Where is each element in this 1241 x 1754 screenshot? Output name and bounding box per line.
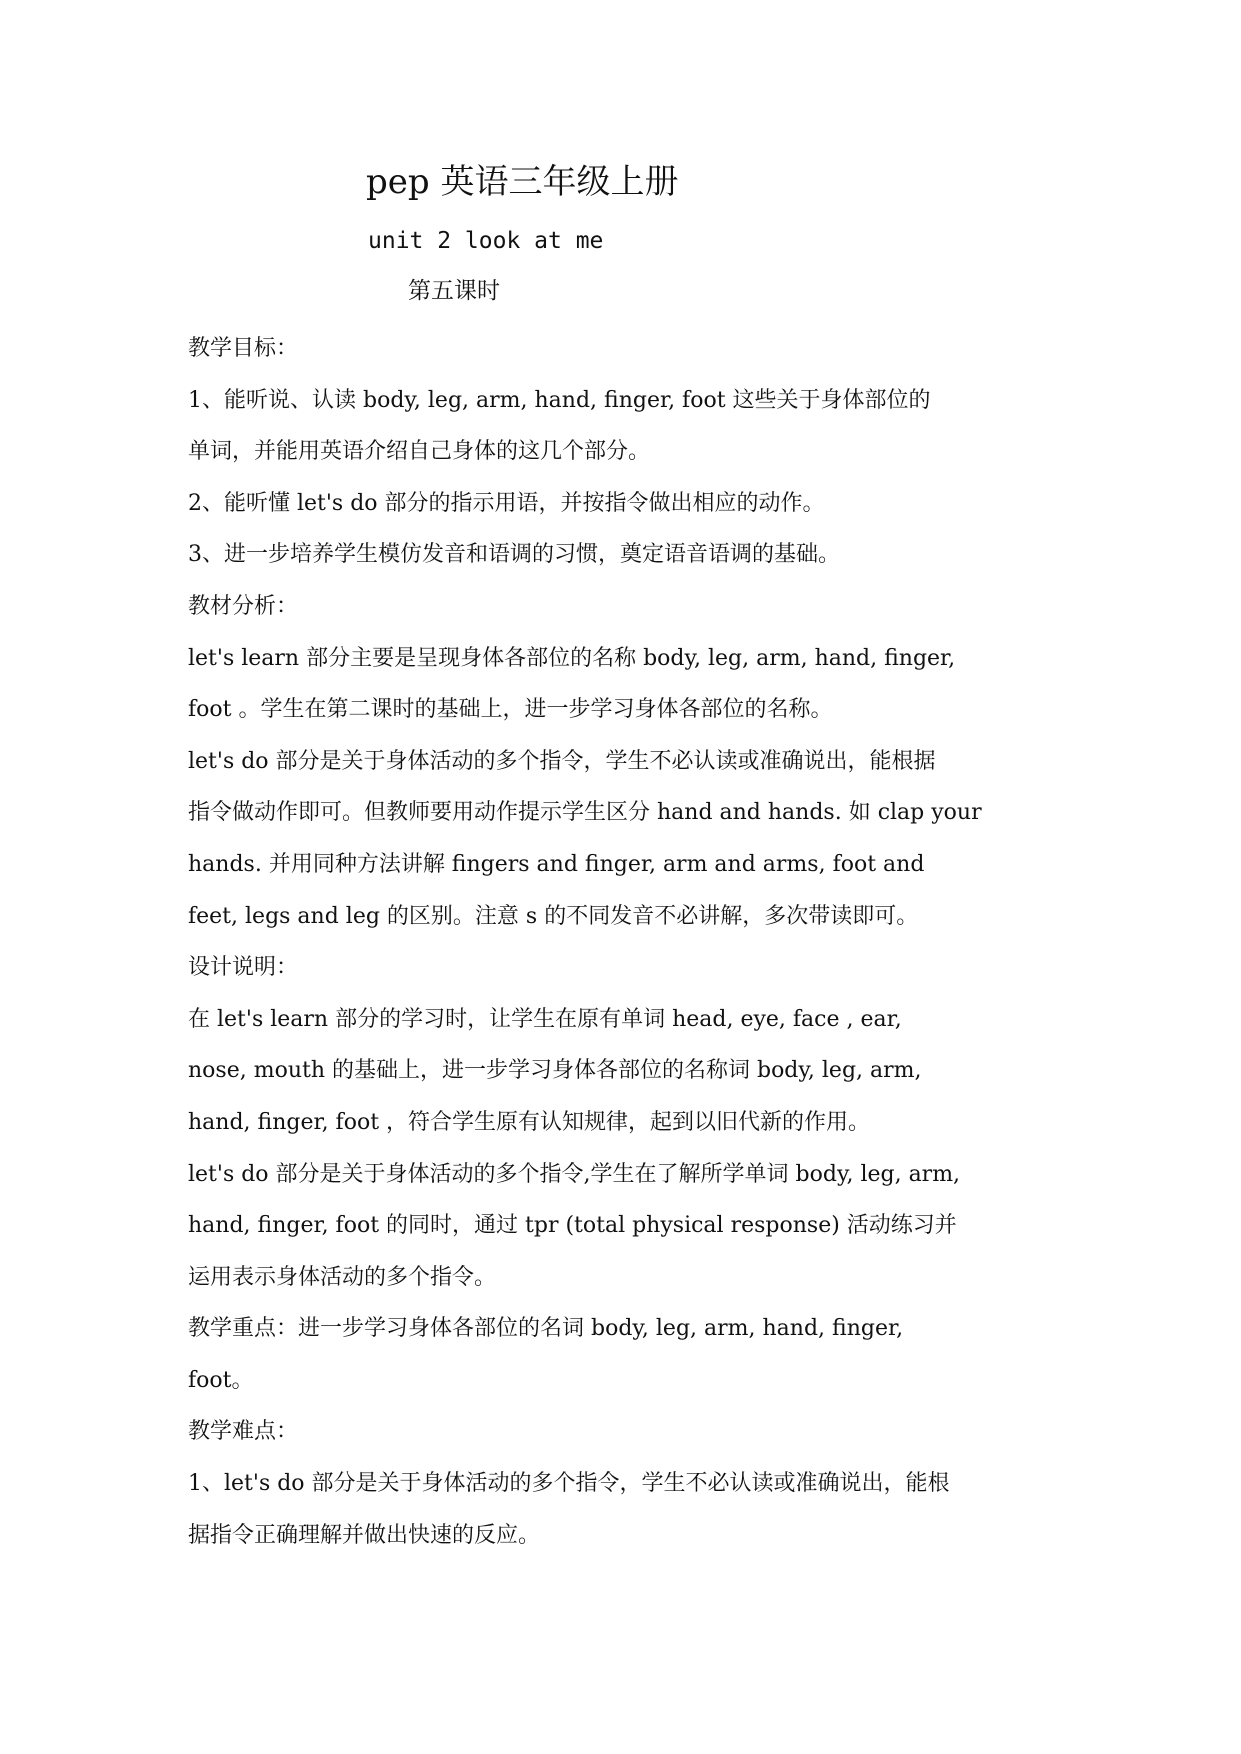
body-text-line: 教学重点：进一步学习身体各部位的名词 body, leg, arm, hand, finger, bbox=[188, 1316, 904, 1342]
document-title: pep 英语三年级上册 bbox=[366, 162, 679, 202]
unit-subtitle: unit 2 look at me bbox=[368, 228, 604, 254]
section-heading: 教学目标： bbox=[188, 336, 299, 361]
body-text-line: hands. 并用同种方法讲解 fingers and finger, arm and arms, foot and bbox=[188, 851, 925, 877]
body-text-line: hand, finger, foot ，符合学生原有认知规律，起到以旧代新的作用。 bbox=[188, 1109, 871, 1135]
body-text-line: 1、let's do 部分是关于身体活动的多个指令，学生不必认读或准确说出，能根 bbox=[188, 1471, 950, 1497]
body-text-line: let's do 部分是关于身体活动的多个指令,学生在了解所学单词 body, leg, arm, bbox=[188, 1161, 961, 1187]
body-text-line: hand, finger, foot 的同时，通过 tpr (total physical response) 活动练习并 bbox=[188, 1213, 957, 1239]
body-text-line: 指令做动作即可。但教师要用动作提示学生区分 hand and hands. 如 clap your bbox=[188, 800, 982, 826]
section-heading: 设计说明： bbox=[188, 955, 299, 981]
body-text-line: 在 let's learn 部分的学习时，让学生在原有单词 head, eye, face , ear, bbox=[188, 1006, 902, 1032]
body-text-line: let's learn 部分主要是呈现身体各部位的名称 body, leg, arm, hand, finger, bbox=[188, 645, 956, 671]
body-text-line: foot。 bbox=[188, 1367, 254, 1393]
body-text-line: let's do 部分是关于身体活动的多个指令，学生不必认读或准确说出，能根据 bbox=[188, 748, 936, 774]
body-text-line: 1、能听说、认读 body, leg, arm, hand, finger, foot 这些关于身体部位的 bbox=[188, 387, 931, 413]
section-heading: 教学难点： bbox=[188, 1419, 299, 1445]
body-text-line: 3、进一步培养学生模仿发音和语调的习惯，奠定语音语调的基础。 bbox=[188, 542, 840, 568]
body-text-line: 运用表示身体活动的多个指令。 bbox=[188, 1264, 497, 1290]
body-text-line: 单词，并能用英语介绍自己身体的这几个部分。 bbox=[188, 439, 651, 465]
body-text-line: feet, legs and leg 的区别。注意 s 的不同发音不必讲解，多次带读即可。 bbox=[188, 903, 919, 929]
document-body bbox=[188, 323, 1088, 1561]
body-text-line: 2、能听懂 let's do 部分的指示用语，并按指令做出相应的动作。 bbox=[188, 490, 825, 516]
body-text-line: 据指令正确理解并做出快速的反应。 bbox=[188, 1522, 541, 1548]
body-text-line: nose, mouth 的基础上，进一步学习身体各部位的名称词 body, leg, arm, bbox=[188, 1058, 922, 1084]
body-text-line: foot 。学生在第二课时的基础上，进一步学习身体各部位的名称。 bbox=[188, 697, 833, 723]
section-heading: 教材分析： bbox=[188, 593, 299, 619]
lesson-label: 第五课时 bbox=[408, 278, 500, 304]
